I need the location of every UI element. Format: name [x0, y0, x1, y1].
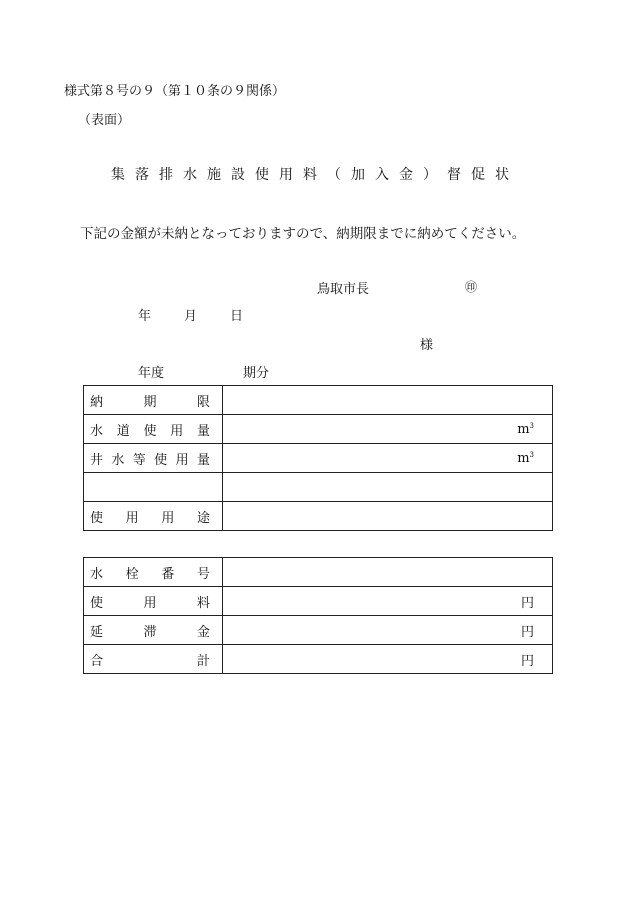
table-row	[84, 502, 553, 531]
charge-label-cell	[84, 558, 223, 587]
billing-label-cell	[84, 386, 223, 415]
table-row	[84, 473, 553, 502]
date-year: 年	[138, 309, 152, 324]
billing-label-cell	[84, 502, 223, 531]
label-char: 料	[196, 595, 210, 611]
billing-details-table	[83, 385, 553, 531]
label-char: 井	[90, 452, 104, 468]
label-char: 滞	[143, 624, 157, 640]
label-char: 番	[161, 566, 175, 582]
notice-text: 下記の金額が未納となっておりますので、納期限までに納めてください。	[80, 226, 526, 242]
charge-value-cell: 円	[223, 616, 553, 645]
label-char: 途	[196, 510, 210, 526]
label-char: 道	[116, 423, 130, 439]
label-char: 金	[196, 624, 210, 640]
label-char: 用	[143, 595, 157, 611]
billing-value-cell	[223, 502, 553, 531]
label-char: 量	[196, 452, 210, 468]
label-char: 号	[196, 566, 210, 582]
label-char: 使	[154, 452, 168, 468]
label-char: 使	[90, 510, 104, 526]
label-char: 期	[143, 394, 157, 410]
face-label: （表面）	[78, 113, 131, 128]
charge-label-cell	[84, 587, 223, 616]
table-row	[84, 444, 553, 473]
label-char: 延	[90, 624, 104, 640]
billing-value-cell: $m^3$	[223, 415, 553, 444]
date-day: 日	[230, 309, 244, 324]
billing-label-cell	[84, 473, 223, 502]
table-row	[84, 558, 553, 587]
billing-label-cell	[84, 415, 223, 444]
installment-label: 期分	[243, 366, 270, 381]
billing-label-cell	[84, 444, 223, 473]
label-char: 水	[90, 566, 104, 582]
charge-value-cell: 円	[223, 645, 553, 674]
addressee-suffix: 様	[420, 338, 434, 353]
issuer-mayor: 鳥取市長	[317, 282, 370, 297]
label-char: 合	[90, 653, 104, 669]
label-char: 限	[196, 394, 210, 410]
document-title: 集落排水施設使用料（加入金）督促状	[111, 167, 519, 183]
label-char: 用	[170, 423, 184, 439]
billing-value-cell	[223, 473, 553, 502]
form-number: 様式第８号の９（第１０条の９関係）	[64, 84, 286, 99]
charges-table	[83, 557, 553, 674]
label-char: 水	[111, 452, 125, 468]
label-char: 納	[90, 394, 104, 410]
label-char: 等	[132, 452, 146, 468]
table-row	[84, 645, 553, 674]
label-char: 使	[143, 423, 157, 439]
label-char: 用	[125, 510, 139, 526]
table-row	[84, 587, 553, 616]
billing-value-cell	[223, 386, 553, 415]
seal-mark: ㊞	[465, 280, 478, 294]
charge-value-cell: 円	[223, 587, 553, 616]
table-row	[84, 386, 553, 415]
table-row	[84, 616, 553, 645]
label-char: 量	[196, 423, 210, 439]
charge-label-cell	[84, 645, 223, 674]
label-char: 水	[90, 423, 104, 439]
billing-value-cell: $m^3$	[223, 444, 553, 473]
label-char: 栓	[125, 566, 139, 582]
charge-value-cell	[223, 558, 553, 587]
table-row	[84, 415, 553, 444]
fiscal-year-label: 年度	[138, 366, 165, 381]
label-char: 用	[161, 510, 175, 526]
label-char: 用	[175, 452, 189, 468]
label-char: 計	[196, 653, 210, 669]
label-char: 使	[90, 595, 104, 611]
date-month: 月	[184, 309, 198, 324]
charge-label-cell	[84, 616, 223, 645]
